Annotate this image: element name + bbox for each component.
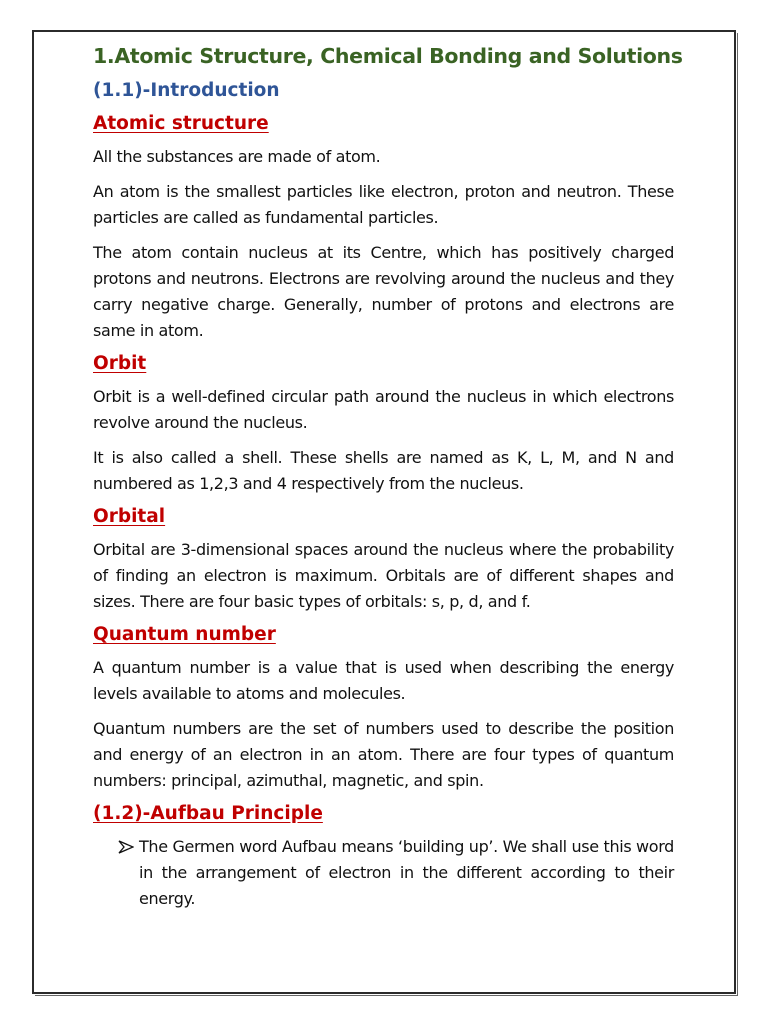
quantum-number-heading: Quantum number — [93, 624, 276, 645]
orbit-paragraph-1: Orbit is a well-defined circular path around the nucleus in which electrons revolve around the nucleus. — [93, 387, 674, 432]
aufbau-bullet-text: The Germen word Aufbau means ‘building up’. We shall use this word in the arrangement of electron in the different according to their energy. — [139, 837, 674, 908]
atomic-structure-paragraph-2: An atom is the smallest particles like electron, proton and neutron. These particles are called as fundamental particles. — [93, 182, 674, 227]
quantum-number-paragraph-1: A quantum number is a value that is used when describing the energy levels available to atoms and molecules. — [93, 658, 674, 703]
arrow-bullet-icon — [118, 840, 134, 854]
orbital-heading: Orbital — [93, 506, 166, 527]
aufbau-bullet-list — [93, 834, 674, 912]
section-introduction-heading: (1.1)-Introduction — [93, 80, 280, 101]
aufbau-principle-heading: (1.2)-Aufbau Principle — [93, 803, 323, 824]
orbital-paragraph-1: Orbital are 3-dimensional spaces around the nucleus where the probability of finding an electron is maximum. Orbitals are of different shapes and sizes. There are four basic types of orbitals: s, p, d, and f. — [93, 540, 674, 611]
atomic-structure-paragraph-1: All the substances are made of atom. — [93, 147, 381, 166]
atomic-structure-heading: Atomic structure — [93, 113, 269, 134]
orbit-heading: Orbit — [93, 353, 147, 374]
atomic-structure-paragraph-3: The atom contain nucleus at its Centre, which has positively charged protons and neutrons. Electrons are revolving around the nucleus and they carry negative charge. Generally, number of protons and electrons are same in atom. — [93, 243, 674, 340]
list-item — [118, 834, 674, 912]
quantum-number-paragraph-2: Quantum numbers are the set of numbers used to describe the position and energy of an electron in an atom. There are four types of quantum numbers: principal, azimuthal, magnetic, and spin. — [93, 719, 674, 790]
document-content — [93, 44, 683, 912]
document-title: 1.Atomic Structure, Chemical Bonding and Solutions — [93, 44, 683, 68]
orbit-paragraph-2: It is also called a shell. These shells are named as K, L, M, and N and numbered as 1,2,3 and 4 respectively from the nucleus. — [93, 448, 674, 493]
